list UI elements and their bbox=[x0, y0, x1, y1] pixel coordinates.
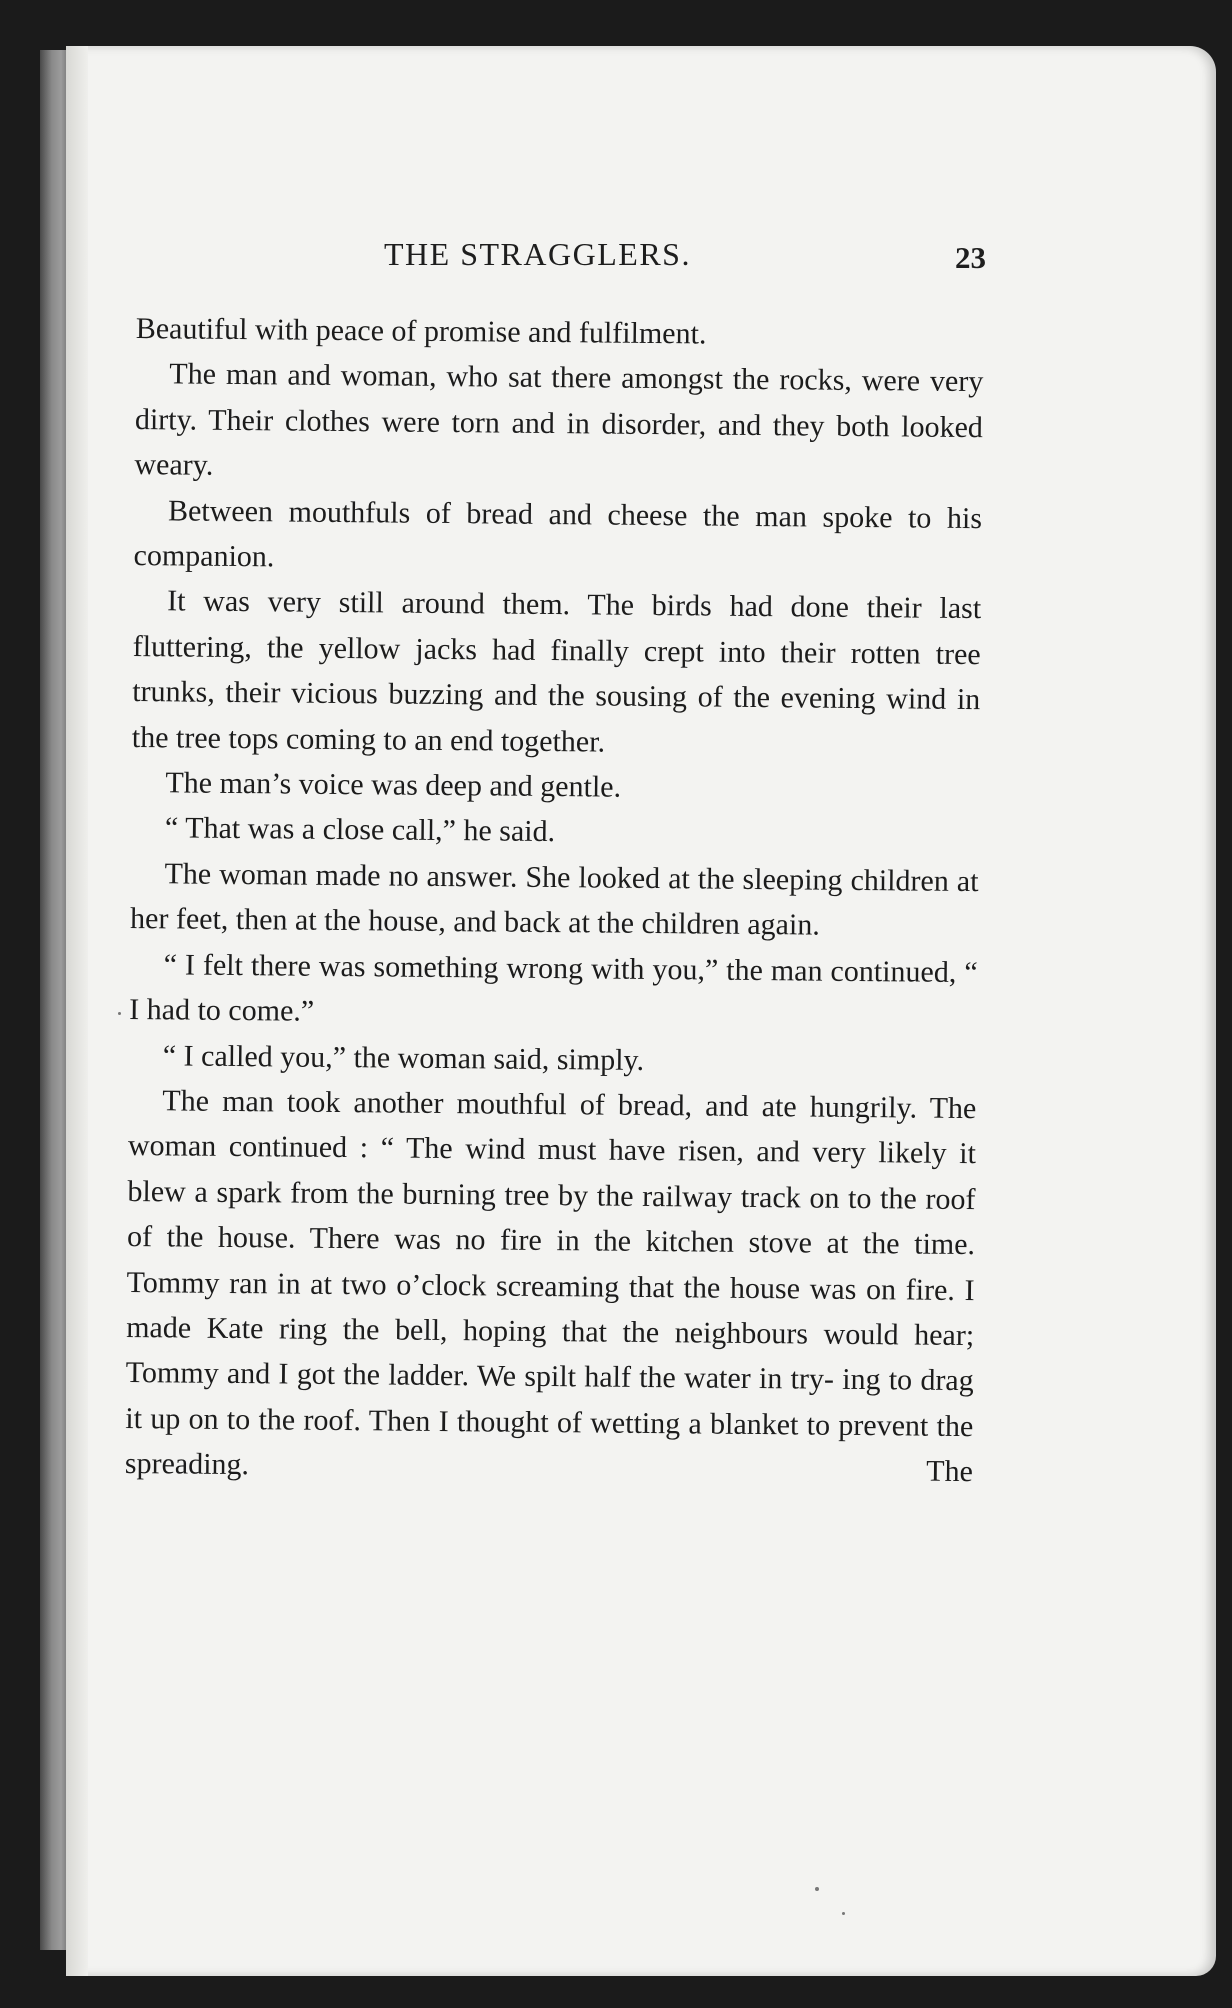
running-title: THE STRAGGLERS. bbox=[384, 236, 691, 272]
paragraph: Beautiful with peace of promise and fulfilment. bbox=[135, 311, 707, 351]
paragraph: The woman made no answer. She looked at the sleeping children at her feet, then at the house, and back at the children again. bbox=[129, 857, 979, 942]
paragraph: It was very still around them. The birds had done their last fluttering, the yellow jacks had finally crept into their rotten tree trunks, their vicious buzzing and the sousing of the evening wind in the tree tops coming to an end together. bbox=[131, 584, 982, 759]
paragraph: The man took another mouthful of bread, and ate hungrily. The woman continued : “ The wind must have risen, and very likely it blew a spark from the burning tree by the railway track on to the roof of the house. There was no fire in the kitchen stove at the time. Tommy ran in at two o’clock screaming that the house was on fire. I made Kate ring the bell, hoping that the neighbours would hear; Tommy and I got the ladder. We spilt half the water in try- ing to drag it up on to the roof. Then I thought of wetting a blanket to prevent the spreading. The bbox=[124, 1084, 977, 1489]
paragraph: Between mouthfuls of bread and cheese the man spoke to his companion. bbox=[133, 493, 983, 574]
paragraph: “ That was a close call,” he said. bbox=[164, 811, 556, 849]
paper-speck bbox=[118, 1012, 121, 1015]
body-text bbox=[125, 306, 984, 1495]
page-gutter-shadow bbox=[66, 46, 88, 1976]
paragraph: The man’s voice was deep and gentle. bbox=[165, 766, 622, 804]
paper-speck bbox=[815, 1887, 819, 1891]
running-head bbox=[316, 236, 986, 280]
paragraph: “ I felt there was something wrong with you,” the man continued, “ I had to come.” bbox=[129, 947, 978, 1028]
paper-speck bbox=[842, 1912, 845, 1915]
paragraph: The man and woman, who sat there amongst the rocks, were very dirty. Their clothes were torn and in disorder, and they both looked weary. bbox=[134, 357, 984, 482]
paragraph: “ I called you,” the woman said, simply. bbox=[162, 1038, 645, 1077]
page-number: 23 bbox=[955, 240, 986, 275]
